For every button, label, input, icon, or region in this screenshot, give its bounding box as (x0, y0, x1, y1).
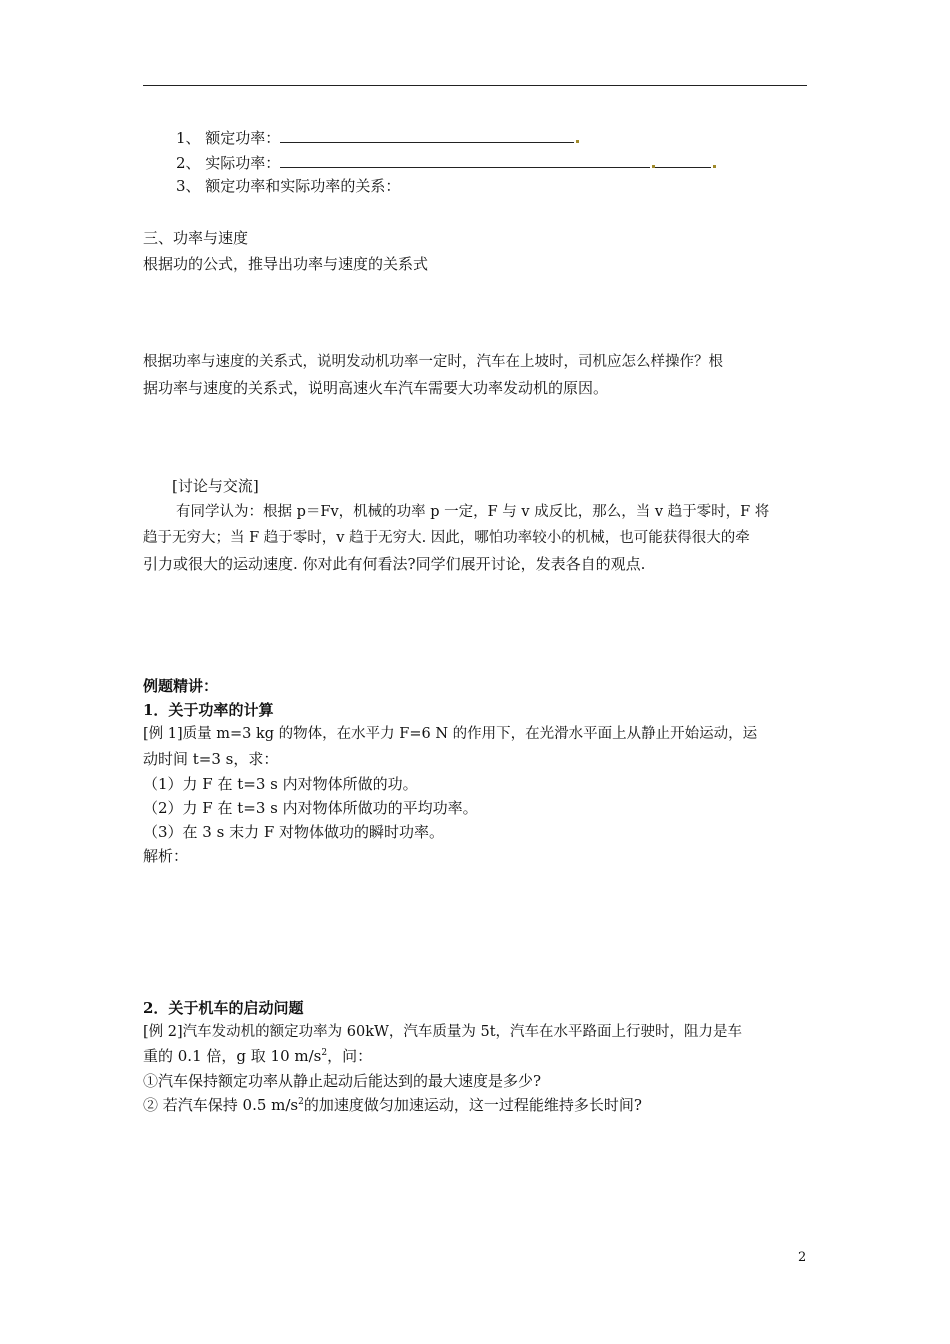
examples-heading: 例题精讲： (143, 677, 219, 695)
example-1-answer-label: 解析： (143, 847, 189, 865)
page-number: 2 (798, 1250, 807, 1265)
header-rule (143, 85, 807, 86)
discussion-line-3: 引力或很大的运动速度. 你对此有何看法?同学们展开讨论，发表各自的观点. (143, 555, 646, 573)
example-1-question-1: （1）力 F 在 t=3 s 内对物体所做的功。 (143, 775, 418, 793)
section-heading: 三、功率与速度 (143, 229, 249, 247)
actual-power-blank-1 (280, 152, 650, 168)
marker-dot (713, 165, 716, 168)
rated-power-item (176, 127, 579, 148)
example-1-question-3: （3）在 3 s 末力 F 对物体做功的瞬时功率。 (143, 823, 445, 841)
example-2-line-2-text: 重的 0.1 倍，g 取 10 m/s (143, 1047, 322, 1065)
actual-power-item (176, 152, 716, 173)
discussion-line-1: 有同学认为：根据 p＝Fv，机械的功率 p 一定，F 与 v 成反比，那么，当 v 趋于零时，F 将 (176, 504, 770, 520)
relation-item: 3、 额定功率和实际功率的关系： (176, 177, 401, 195)
derive-instruction: 根据功的公式，推导出功率与速度的关系式 (143, 255, 429, 273)
example-2-question-2-text: ② 若汽车保持 0.5 m/s (143, 1096, 299, 1114)
superscript: 2 (321, 1048, 328, 1058)
example-2-question-1: ①汽车保持额定功率从静止起动后能达到的最大速度是多少? (143, 1072, 542, 1090)
example-2-question-2 (143, 1095, 642, 1115)
question-line-1: 根据功率与速度的关系式，说明发动机功率一定时，汽车在上坡时，司机应怎么样操作？根 (143, 354, 723, 370)
example-2-line-1: [例 2]汽车发动机的额定功率为 60kW，汽车质量为 5t，汽车在水平路面上行驶时，阻力是车 (143, 1024, 743, 1040)
actual-power-label: 2、 实际功率： (176, 154, 281, 172)
topic-2-heading: 2．关于机车的启动问题 (143, 999, 304, 1017)
superscript: 2 (298, 1097, 304, 1107)
example-2-line-2-tail: ，问： (327, 1047, 373, 1065)
question-line-2: 据功率与速度的关系式，说明高速火车汽车需要大功率发动机的原因。 (143, 379, 609, 397)
example-1-line-1: [例 1]质量 m=3 kg 的物体，在水平力 F=6 N 的作用下，在光滑水平面上从静止开始运动，运 (143, 726, 758, 742)
rated-power-blank (280, 127, 574, 143)
discussion-line-2: 趋于无穷大；当 F 趋于零时，v 趋于无穷大. 因此，哪怕功率较小的机械，也可能获得很大的牵 (143, 530, 750, 546)
topic-1-heading: 1．关于功率的计算 (143, 701, 274, 719)
example-1-line-2: 动时间 t=3 s，求： (143, 750, 279, 768)
marker-dot (576, 140, 579, 143)
example-2-question-2-tail: 的加速度做匀加速运动，这一过程能维持多长时间? (303, 1096, 642, 1114)
discussion-title: [讨论与交流] (172, 477, 259, 495)
example-2-line-2 (143, 1046, 372, 1066)
example-1-question-2: （2）力 F 在 t=3 s 内对物体所做功的平均功率。 (143, 799, 478, 817)
actual-power-blank-2 (655, 152, 711, 168)
rated-power-label: 1、 额定功率： (176, 129, 281, 147)
